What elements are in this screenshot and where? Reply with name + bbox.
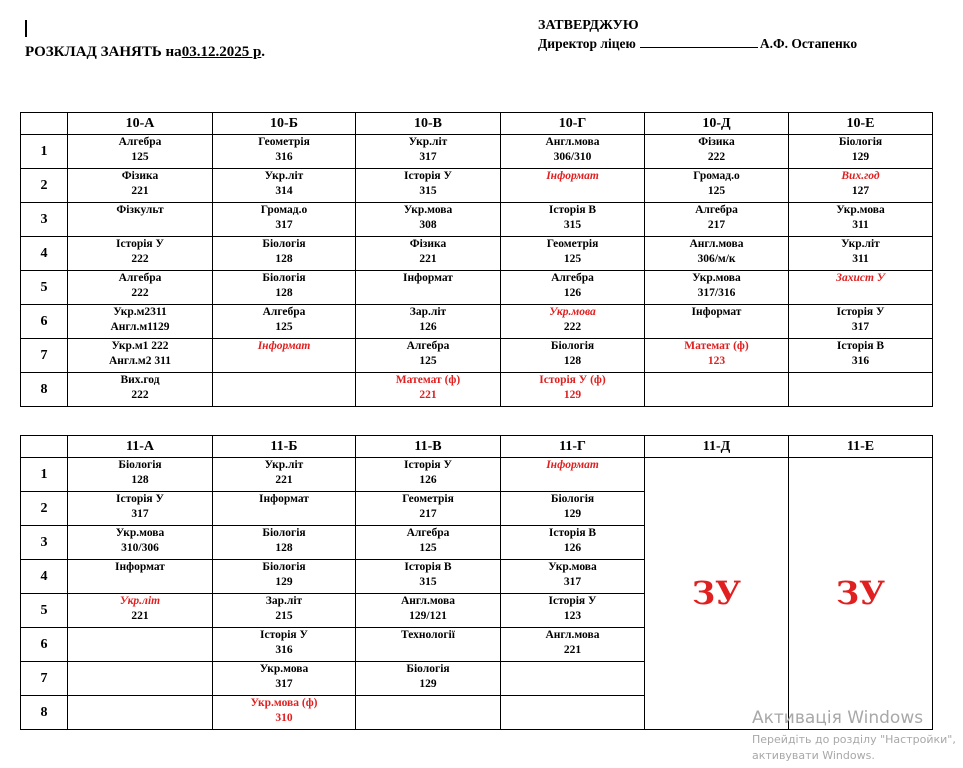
lesson-cell (356, 169, 501, 203)
subject-name: Захист У (836, 272, 885, 284)
watermark-line3: активувати Windows. (752, 749, 875, 762)
lesson-cell (356, 271, 501, 305)
lesson-cell (356, 203, 501, 237)
class-header: 10-Е (789, 113, 933, 135)
subject-name: Укр.літ (264, 459, 304, 471)
lesson-number: 6 (21, 628, 68, 662)
subject-name: Біологія (262, 527, 306, 539)
room-number: 126 (419, 474, 437, 486)
subject-name: Історія У (116, 493, 164, 505)
lesson-cell (213, 492, 356, 526)
subject-name: Математ (ф) (684, 340, 749, 352)
corner-cell (21, 436, 68, 458)
subject-name: Біологія (262, 238, 306, 250)
lesson-cell (501, 305, 645, 339)
lesson-cell (356, 237, 501, 271)
lesson-cell (789, 339, 933, 373)
lesson-row (21, 373, 933, 407)
lesson-cell (789, 135, 933, 169)
subject-name: Громад.о (260, 204, 308, 216)
lesson-cell (68, 339, 213, 373)
class-header: 10-Г (501, 113, 645, 135)
lesson-cell (501, 560, 645, 594)
room-number: 315 (563, 219, 582, 231)
lesson-cell (501, 696, 645, 730)
subject-name: Історія У (548, 595, 597, 607)
lesson-cell (213, 373, 356, 407)
subject-name: Історія У (404, 170, 452, 182)
room-number: 316 (275, 644, 293, 656)
lesson-cell (68, 526, 213, 560)
room-number: 221 (275, 474, 293, 486)
lesson-cell (501, 594, 645, 628)
room-number: 125 (419, 542, 437, 554)
class-header: 10-А (68, 113, 213, 135)
lesson-number: 4 (21, 560, 68, 594)
lesson-row (21, 135, 933, 169)
lesson-row (21, 305, 933, 339)
lesson-number: 3 (21, 203, 68, 237)
lesson-cell (213, 305, 356, 339)
class-header: 11-Е (789, 436, 933, 458)
subject-name: Історія В (548, 527, 597, 539)
lesson-number: 2 (21, 492, 68, 526)
room-number: 310 (275, 712, 293, 724)
room-number: 317 (275, 219, 293, 231)
lesson-cell (68, 169, 213, 203)
subject-name: Технології (401, 629, 455, 641)
lesson-cell (645, 135, 789, 169)
lesson-cell (501, 339, 645, 373)
subject-name: Фізика (121, 170, 159, 182)
subject-name: Історія В (404, 561, 452, 573)
subject-name: Зар.літ (265, 595, 303, 607)
subject-name: Геометрія (258, 136, 310, 148)
room-number: 129 (563, 389, 582, 401)
lesson-cell (356, 135, 501, 169)
director-label: Директор ліцею (538, 36, 636, 51)
subject-name: Укр.мова (403, 204, 453, 216)
subject-name: Біологія (406, 663, 450, 675)
lesson-cell (501, 458, 645, 492)
subject-name: Алгебра (406, 340, 450, 352)
subject-name: Математ (ф) (395, 374, 461, 386)
table-header-row (21, 436, 933, 458)
lesson-number: 7 (21, 339, 68, 373)
subject-name: Історія В (836, 340, 885, 352)
windows-activation-watermark (752, 708, 956, 764)
lesson-cell (501, 628, 645, 662)
room-number: 222 (131, 253, 149, 265)
subject-name: Історія У (836, 306, 885, 318)
subject-name: Укр.мова (549, 306, 596, 318)
text-cursor (25, 20, 27, 37)
subject-name: Англ.мова (545, 629, 600, 641)
subject-name: Інформат (546, 170, 599, 182)
room-number: 125 (419, 355, 437, 367)
lesson-cell (356, 339, 501, 373)
lesson-cell (68, 305, 213, 339)
lesson-cell (501, 271, 645, 305)
subject-name: Укр.м1 222 (111, 340, 169, 352)
lesson-cell (645, 373, 789, 407)
room-number: 128 (275, 542, 293, 554)
lesson-cell (213, 628, 356, 662)
lesson-cell (68, 594, 213, 628)
subject-name: Укр.мова (836, 204, 885, 216)
watermark-line2: Перейдіть до розділу "Настройки", (752, 733, 956, 746)
room-number: 129 (419, 678, 437, 690)
class-header: 11-Г (501, 436, 645, 458)
signature-line (640, 37, 758, 48)
lesson-number: 2 (21, 169, 68, 203)
lesson-cell (356, 628, 501, 662)
schedule-table-grade-10 (20, 112, 933, 407)
room-number: 128 (275, 253, 293, 265)
subject-name: Фізика (409, 238, 447, 250)
lesson-cell (789, 237, 933, 271)
lesson-cell (68, 662, 213, 696)
lesson-number: 3 (21, 526, 68, 560)
director-line (538, 36, 857, 52)
room-number: 125 (131, 151, 149, 163)
title-prefix: РОЗКЛАД ЗАНЯТЬ на (25, 44, 182, 60)
subject-name: Історія У (116, 238, 164, 250)
lesson-row (21, 458, 933, 492)
room-number: 128 (131, 474, 149, 486)
subject-name: Алгебра (551, 272, 594, 284)
distance-learning-label: ЗУ (691, 574, 742, 612)
room-number: 314 (275, 185, 293, 197)
subject-name: Історія В (548, 204, 597, 216)
lesson-cell (213, 458, 356, 492)
lesson-cell (68, 492, 213, 526)
room-number: 306/м/к (697, 253, 736, 265)
lesson-number: 5 (21, 271, 68, 305)
room-number: 310/306 (121, 542, 159, 554)
lesson-cell (501, 135, 645, 169)
distance-learning-label: ЗУ (835, 574, 886, 612)
subject-name: Зар.літ (409, 306, 447, 318)
subject-name: Укр.літ (119, 595, 161, 607)
room-number: 317 (851, 321, 870, 333)
lesson-cell (501, 237, 645, 271)
room-number: 129 (851, 151, 870, 163)
lesson-cell (213, 203, 356, 237)
class-header: 10-Д (645, 113, 789, 135)
subject-name: Укр.літ (408, 136, 448, 148)
distance-learning-cell (645, 458, 789, 730)
lesson-cell (213, 594, 356, 628)
room-number: 315 (419, 185, 437, 197)
room-number: 316 (275, 151, 293, 163)
class-header: 11-В (356, 436, 501, 458)
room-number: 222 (563, 321, 582, 333)
distance-learning-cell (789, 458, 933, 730)
watermark-subtext (752, 732, 956, 764)
schedule-date: 03.12.2025 р (181, 44, 262, 60)
room-number: 317 (275, 678, 293, 690)
lesson-cell (356, 560, 501, 594)
lesson-cell (213, 271, 356, 305)
lesson-cell (68, 628, 213, 662)
subject-name: Англ.мова (400, 595, 455, 607)
room-number: 217 (419, 508, 437, 520)
lesson-cell (356, 696, 501, 730)
schedule-table-grade-11 (20, 435, 933, 730)
subject-name: Біологія (118, 459, 162, 471)
class-header: 11-Б (213, 436, 356, 458)
lesson-row (21, 169, 933, 203)
lesson-cell (213, 662, 356, 696)
lesson-cell (68, 458, 213, 492)
room-number: 317/316 (697, 287, 736, 299)
room-number: 127 (851, 185, 870, 197)
room-number: 306/310 (553, 151, 592, 163)
lesson-cell (789, 305, 933, 339)
subject-name: Алгебра (262, 306, 306, 318)
subject-name: Алгебра (406, 527, 450, 539)
room-number: 125 (275, 321, 293, 333)
subject-name: Вих.год (120, 374, 160, 386)
lesson-cell (213, 560, 356, 594)
subject-name: Англ.мова (689, 238, 744, 250)
lesson-number: 6 (21, 305, 68, 339)
room-number: 222 (707, 151, 726, 163)
lesson-cell (789, 169, 933, 203)
room-number: 126 (563, 287, 582, 299)
room-number: 317 (131, 508, 149, 520)
lesson-cell (501, 373, 645, 407)
room-number: Англ.м2 311 (109, 355, 171, 367)
subject-name: Історія У (ф) (539, 374, 606, 386)
watermark-title: Активація Windows (752, 708, 924, 728)
lesson-cell (501, 169, 645, 203)
subject-name: Алгебра (118, 136, 162, 148)
table-header-row (21, 113, 933, 135)
room-number: 215 (275, 610, 293, 622)
room-number: 316 (851, 355, 870, 367)
lesson-cell (213, 696, 356, 730)
lesson-cell (68, 560, 213, 594)
room-number: 217 (707, 219, 726, 231)
class-header: 11-Д (645, 436, 789, 458)
room-number: 126 (563, 542, 582, 554)
subject-name: Історія У (404, 459, 452, 471)
lesson-cell (213, 237, 356, 271)
approval-block (538, 18, 857, 52)
lesson-row (21, 237, 933, 271)
room-number: 123 (563, 610, 582, 622)
lesson-cell (356, 662, 501, 696)
lesson-cell (68, 135, 213, 169)
room-number: 129 (563, 508, 582, 520)
lesson-number: 5 (21, 594, 68, 628)
room-number: 221 (419, 253, 437, 265)
room-number: 317 (419, 151, 437, 163)
lesson-cell (68, 271, 213, 305)
lesson-cell (789, 373, 933, 407)
subject-name: Алгебра (695, 204, 738, 216)
subject-name: Укр.літ (841, 238, 880, 250)
subject-name: Інформат (403, 272, 453, 284)
schedule-title (25, 44, 265, 61)
room-number: 221 (563, 644, 582, 656)
approve-label: ЗАТВЕРДЖУЮ (538, 18, 639, 33)
subject-name: Фізкульт (116, 204, 164, 216)
subject-name: Інформат (691, 306, 742, 318)
lesson-cell (501, 662, 645, 696)
room-number: 221 (131, 185, 149, 197)
class-header: 11-А (68, 436, 213, 458)
lesson-cell (356, 458, 501, 492)
subject-name: Укр.мова (ф) (250, 697, 318, 709)
lesson-cell (68, 373, 213, 407)
lesson-cell (356, 594, 501, 628)
subject-name: Біологія (262, 272, 306, 284)
room-number: 311 (852, 253, 869, 265)
room-number: 123 (707, 355, 726, 367)
subject-name: Біологія (838, 136, 883, 148)
lesson-number: 8 (21, 373, 68, 407)
title-suffix: . (261, 44, 266, 60)
room-number: 125 (707, 185, 726, 197)
room-number: 221 (131, 610, 149, 622)
room-number: 128 (275, 287, 293, 299)
subject-name: Фізика (698, 136, 735, 148)
room-number: 221 (419, 389, 437, 401)
lesson-cell (789, 203, 933, 237)
subject-name: Англ.мова (545, 136, 600, 148)
lesson-number: 4 (21, 237, 68, 271)
lesson-number: 8 (21, 696, 68, 730)
lesson-cell (645, 237, 789, 271)
room-number: Англ.м1129 (110, 321, 170, 333)
subject-name: Громад.о (693, 170, 740, 182)
subject-name: Алгебра (118, 272, 162, 284)
subject-name: Укр.мова (548, 561, 597, 573)
lesson-number: 1 (21, 135, 68, 169)
lesson-cell (789, 271, 933, 305)
room-number: 129 (275, 576, 293, 588)
room-number: 126 (419, 321, 437, 333)
room-number: 315 (419, 576, 437, 588)
subject-name: Геометрія (402, 493, 454, 505)
lesson-number: 7 (21, 662, 68, 696)
room-number: 308 (419, 219, 437, 231)
lesson-cell (356, 492, 501, 526)
subject-name: Інформат (115, 561, 165, 573)
lesson-row (21, 203, 933, 237)
lesson-number: 1 (21, 458, 68, 492)
lesson-cell (213, 135, 356, 169)
corner-cell (21, 113, 68, 135)
lesson-cell (501, 526, 645, 560)
lesson-cell (213, 339, 356, 373)
subject-name: Укр.мова (259, 663, 309, 675)
lesson-cell (356, 305, 501, 339)
lesson-cell (645, 305, 789, 339)
room-number: 129/121 (409, 610, 447, 622)
subject-name: Біологія (262, 561, 306, 573)
lesson-cell (501, 203, 645, 237)
subject-name: Історія У (260, 629, 308, 641)
lesson-cell (645, 339, 789, 373)
lesson-cell (501, 492, 645, 526)
subject-name: Укр.мова (115, 527, 165, 539)
subject-name: Інформат (259, 493, 309, 505)
lesson-row (21, 271, 933, 305)
lesson-cell (356, 373, 501, 407)
subject-name: Вих.год (841, 170, 880, 182)
room-number: 125 (563, 253, 582, 265)
subject-name: Укр.м2311 (113, 306, 167, 318)
lesson-cell (213, 169, 356, 203)
subject-name: Інформат (546, 459, 599, 471)
room-number: 222 (131, 389, 149, 401)
lesson-cell (68, 696, 213, 730)
lesson-row (21, 339, 933, 373)
lesson-cell (356, 526, 501, 560)
lesson-cell (645, 169, 789, 203)
subject-name: Укр.мова (692, 272, 741, 284)
lesson-cell (213, 526, 356, 560)
class-header: 10-В (356, 113, 501, 135)
room-number: 222 (131, 287, 149, 299)
lesson-cell (68, 237, 213, 271)
subject-name: Геометрія (546, 238, 599, 250)
director-name: А.Ф. Остапенко (759, 36, 858, 51)
room-number: 311 (852, 219, 869, 231)
lesson-cell (645, 271, 789, 305)
subject-name: Біологія (550, 493, 595, 505)
room-number: 128 (563, 355, 582, 367)
lesson-cell (68, 203, 213, 237)
lesson-cell (645, 203, 789, 237)
room-number: 317 (563, 576, 582, 588)
class-header: 10-Б (213, 113, 356, 135)
subject-name: Біологія (550, 340, 595, 352)
subject-name: Інформат (257, 340, 311, 352)
subject-name: Укр.літ (264, 170, 304, 182)
